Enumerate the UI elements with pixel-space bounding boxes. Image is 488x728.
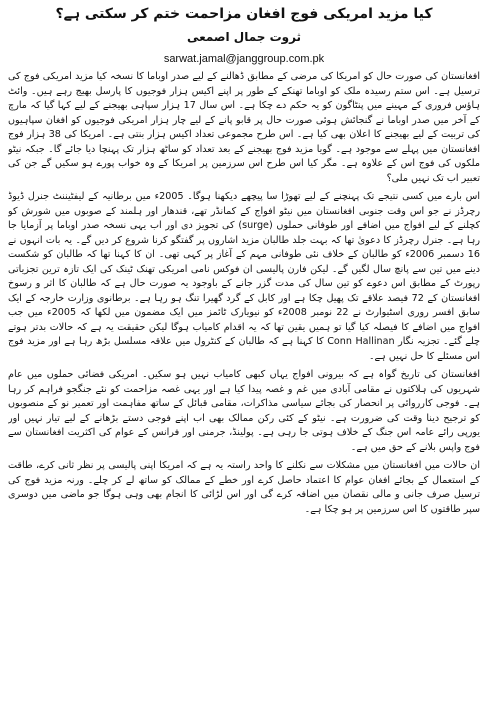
body-paragraph: اس بارے میں کسی نتیجے تک پہنچنے کے لیے تھوڑا سا پیچھے دیکھنا ہوگا۔ 2005ء میں برطانیہ کے لیفٹیننٹ جنرل ڈیوڈ رچرڈز نے جو اس وقت جنوبی افغانستان میں نیٹو افواج کے کمانڈر تھے، قندھار اور ہلمند کے صوبوں میں شورش کو کچلنے کے لیے افواج میں اضافے اور طوفانی حملوں (surge) کی تجویز دی اور اب یہی نسخہ صدر اوباما پر آزمایا جا رہا ہے۔ جنرل رچرڈز کا دعویٰ تھا کہ بہت جلد طالبان مزید اشاروں پر گفتگو کرنا شروع کر دیں گے۔ یہ بات انہوں نے 16 دسمبر 2006ء کو طالبان کے خلاف نئی طوفانی مہم کے آغاز پر کہی تھی۔ ان کا کہنا تھا کہ طالبان کو شکست دینے میں تین سے پانچ سال لگیں گے۔ لیکن فارن پالیسی ان فوکس نامی امریکی تھنک ٹینک کی ایک تازہ ترین تجزیاتی رپورٹ کے مطابق اس دعوے کو تین سال کی مدت گزر جانے کے باوجود یہ صورت حال ہے کہ طالبان کا اثر و رسوخ افغانستان کے 72 فیصد علاقے تک پھیل چکا ہے اور کابل کے گرد گھیرا تنگ ہو رہا ہے۔ برطانوی وزارت خارجہ کے ایک سابق افسر روری اسٹیوارٹ نے 22 نومبر 2008ء کو نیویارک ٹائمز میں ایک مضمون میں لکھا کہ 2005ء میں جب افواج میں اضافے کا فیصلہ کیا گیا تو ہمیں یقین تھا کہ یہ اقدام کامیاب ہوگا لیکن حقیقت یہ ہے کہ حالات بدتر ہوتے چلے گئے۔ تجزیہ نگار Conn Hallinan کا کہنا ہے کہ طالبان کے کنٹرول میں علاقہ مسلسل بڑھ رہا ہے اور مزید فوج اس مسئلے کا حل نہیں ہے۔ — [8, 191, 480, 362]
article-headline: کیا مزید امریکی فوج افغان مزاحمت ختم کر سکتی ہے؟ — [55, 6, 433, 22]
author-byline: ثروت جمال اصمعی — [186, 30, 302, 44]
body-paragraph: ان حالات میں افغانستان میں مشکلات سے نکلنے کا واحد راستہ یہ ہے کہ امریکا اپنی پالیسی پر نظر ثانی کرے، طاقت کے استعمال کے بجائے افغان عوام کا اعتماد حاصل کرے اور خطے کے ممالک کو ساتھ لے کر چلے۔ ورنہ مزید فوج کی ترسیل صرف جانی و مالی نقصان میں اضافہ کرے گی اور اس لڑائی کا انجام بھی وہی ہوگا جو ماضی میں دوسری سپر طاقتوں کا اس سرزمین پر ہو چکا ہے۔ — [8, 460, 480, 515]
body-paragraph: افغانستان کی تاریخ گواہ ہے کہ بیرونی افواج یہاں کبھی کامیاب نہیں ہو سکیں۔ امریکی فضائی حملوں میں عام شہریوں کی ہلاکتوں نے مقامی آبادی میں غم و غصہ پیدا کیا ہے اور یہی غصہ مزاحمت کو نئے جنگجو فراہم کر رہا ہے۔ فوجی کارروائی پر انحصار کی بجائے سیاسی مذاکرات، مقامی قبائل کے ساتھ مفاہمت اور تعمیر نو کے منصوبوں کو ترجیح دینا وقت کی ضرورت ہے۔ نیٹو کے کئی رکن ممالک بھی اب اپنے فوجی دستے بڑھانے کے لیے تیار نہیں اور یورپی رائے عامہ اس جنگ کے خلاف ہوتی جا رہی ہے۔ پولینڈ، جرمنی اور فرانس کے عوام کی اکثریت افغانستان سے فوج واپس بلانے کے حق میں ہے۔ — [8, 369, 480, 453]
body-paragraph: افغانستان کی صورت حال کو امریکا کی مرضی کے مطابق ڈھالنے کے لیے صدر اوباما کا نسخہ کیا مزید امریکی فوج کی ترسیل ہے۔ اس ستم رسیدہ ملک کو اوباما تھنکے کے طور پر اپنے اکیس ہزار فوجیوں کا پارسل بھیج رہے ہیں۔ وائٹ ہاؤس فروری کے مہینے میں پنٹاگون کو یہ حکم دے چکا ہے۔ اس سال 17 ہزار سپاہی بھیجنے کے لیے کہا گیا کہ مارچ کے آخر میں صدر اوباما نے گنجائش ہوئی صورت حال پر قابو پانے کے لیے چار ہزار امریکی فوجیوں کو افغان سپاہیوں کی تربیت کے لیے بھیجنے کا اعلان بھی کیا ہے۔ اس طرح مجموعی تعداد اکیس ہزار بنتی ہے۔ امریکا کی 38 ہزار فوج افغانستان میں پہلے سے موجود ہے۔ گویا مزید فوج بھیجنے کے بعد تعداد کو ساٹھ ہزار تک پہنچا دیا جائے گا۔ جبکہ نیٹو ملکوں کی فوج اس کے علاوہ ہے۔ مگر کیا اس طرح اس سرزمین پر امریکا کے وہ خواب پورے ہو سکیں گے جن کی تعبیر اب تک نہیں ملی؟ — [8, 71, 480, 184]
author-email: sarwat.jamal@janggroup.com.pk — [163, 53, 325, 65]
article-body — [8, 70, 480, 722]
